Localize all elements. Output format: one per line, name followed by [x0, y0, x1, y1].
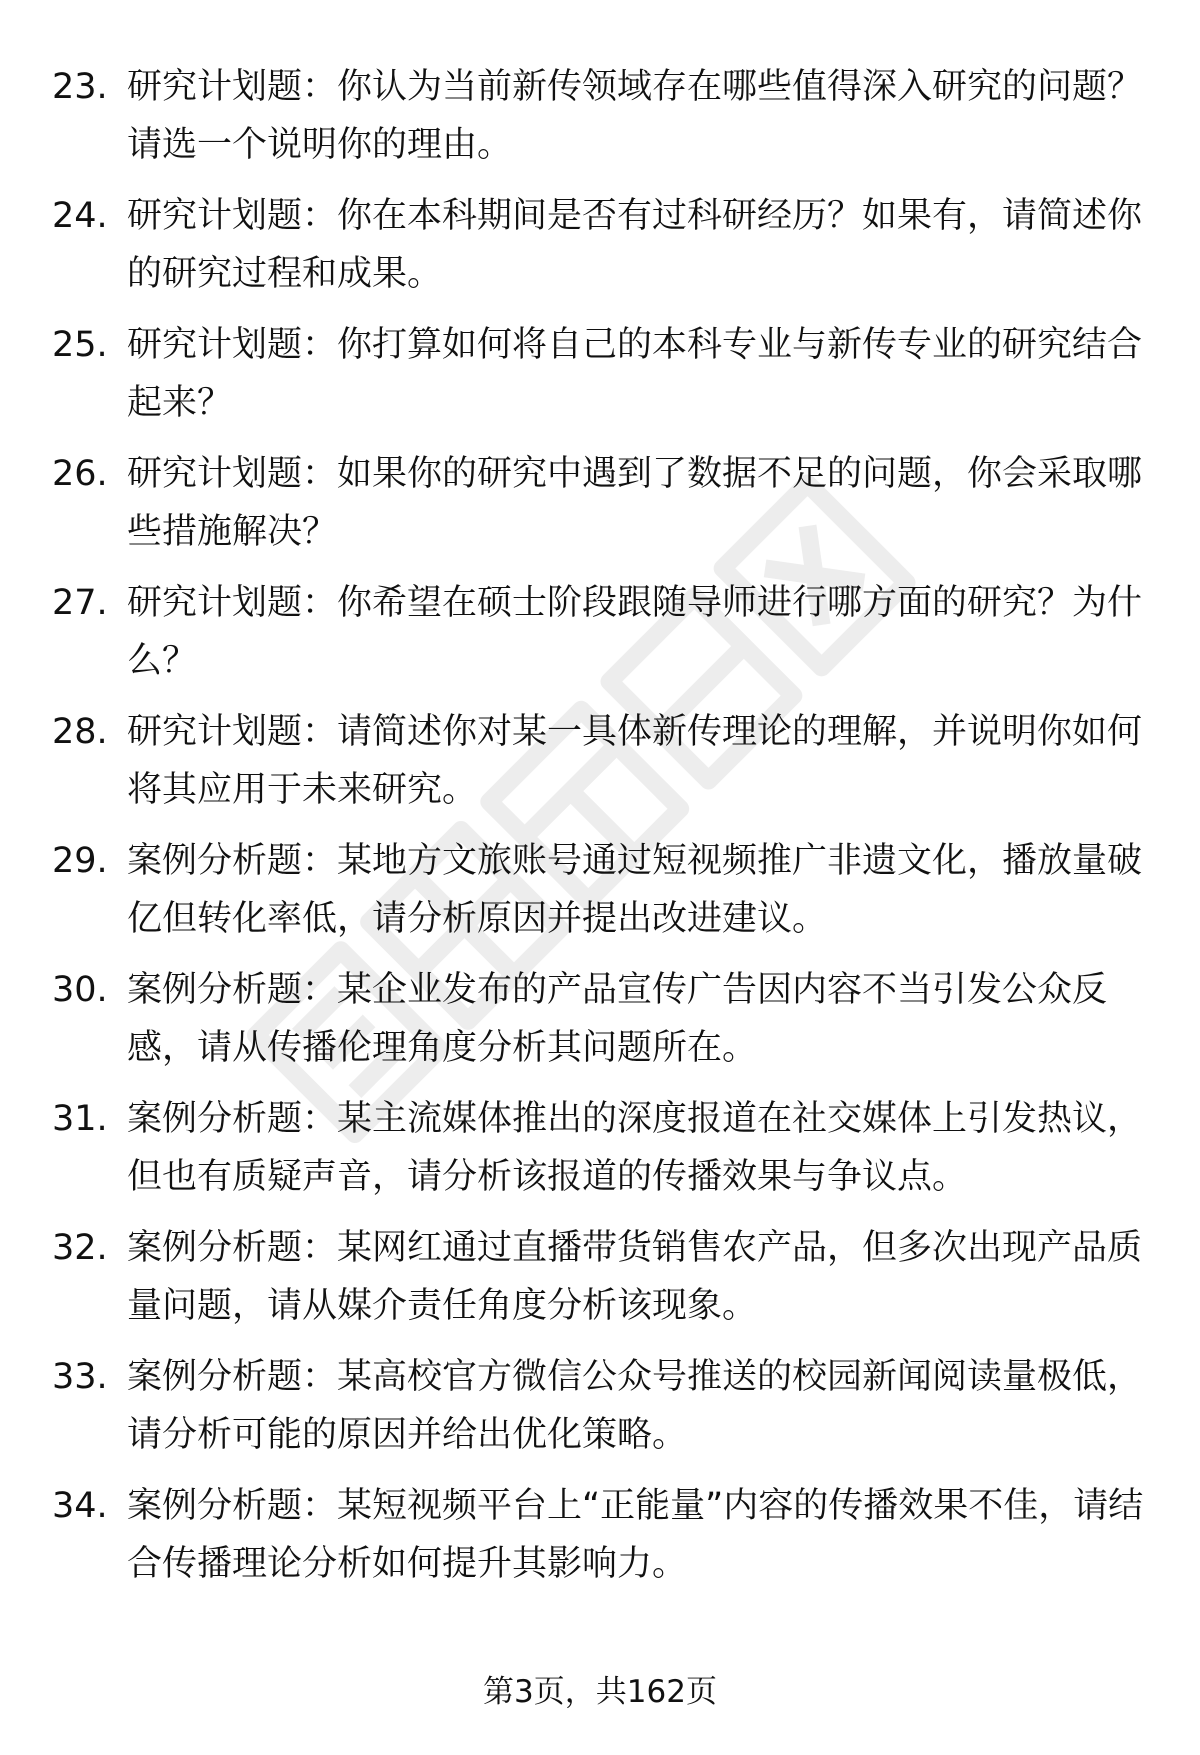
question-item: [52, 961, 1152, 1090]
question-text: 案例分析题：某地方文旅账号通过短视频推广非遗文化，播放量破亿但转化率低，请分析原因并提出改进建议。: [127, 841, 1143, 939]
question-item: [52, 316, 1152, 445]
question-number: 31.: [52, 1099, 108, 1139]
question-item: [52, 1219, 1152, 1348]
question-number: 28.: [52, 712, 108, 752]
question-item: [52, 187, 1152, 316]
question-item: [52, 703, 1152, 832]
question-text: 研究计划题：你打算如何将自己的本科专业与新传专业的研究结合起来？: [127, 325, 1143, 423]
question-list: [52, 58, 1152, 1606]
question-text: 研究计划题：请简述你对某一具体新传理论的理解，并说明你如何将其应用于未来研究。: [127, 712, 1143, 810]
question-text: 研究计划题：你认为当前新传领域存在哪些值得深入研究的问题？请选一个说明你的理由。: [127, 67, 1143, 165]
question-number: 25.: [52, 325, 108, 365]
question-number: 26.: [52, 454, 108, 494]
question-number: 33.: [52, 1357, 108, 1397]
question-text: 案例分析题：某高校官方微信公众号推送的校园新闻阅读量极低，请分析可能的原因并给出优化策略。: [127, 1357, 1143, 1455]
question-number: 23.: [52, 67, 108, 107]
question-number: 30.: [52, 970, 108, 1010]
question-item: [52, 445, 1152, 574]
question-item: [52, 1090, 1152, 1219]
question-number: 32.: [52, 1228, 108, 1268]
question-number: 34.: [52, 1486, 108, 1526]
question-text: 案例分析题：某企业发布的产品宣传广告因内容不当引发公众反感，请从传播伦理角度分析其问题所在。: [127, 970, 1108, 1068]
question-item: [52, 58, 1152, 187]
question-text: 研究计划题：如果你的研究中遇到了数据不足的问题，你会采取哪些措施解决？: [127, 454, 1143, 552]
question-text: 案例分析题：某短视频平台上“正能量”内容的传播效果不佳，请结合传播理论分析如何提升其影响力。: [127, 1486, 1144, 1584]
question-text: 案例分析题：某网红通过直播带货销售农产品，但多次出现产品质量问题，请从媒介责任角度分析该现象。: [127, 1228, 1143, 1326]
question-item: [52, 1477, 1152, 1606]
question-number: 27.: [52, 583, 108, 623]
question-text: 案例分析题：某主流媒体推出的深度报道在社交媒体上引发热议，但也有质疑声音，请分析该报道的传播效果与争议点。: [127, 1099, 1143, 1197]
question-text: 研究计划题：你希望在硕士阶段跟随导师进行哪方面的研究？为什么？: [127, 583, 1143, 681]
question-number: 24.: [52, 196, 108, 236]
question-item: [52, 832, 1152, 961]
question-text: 研究计划题：你在本科期间是否有过科研经历？如果有，请简述你的研究过程和成果。: [127, 196, 1143, 294]
question-item: [52, 574, 1152, 703]
question-number: 29.: [52, 841, 108, 881]
question-item: [52, 1348, 1152, 1477]
page-footer: 第3页，共162页: [483, 1674, 717, 1710]
